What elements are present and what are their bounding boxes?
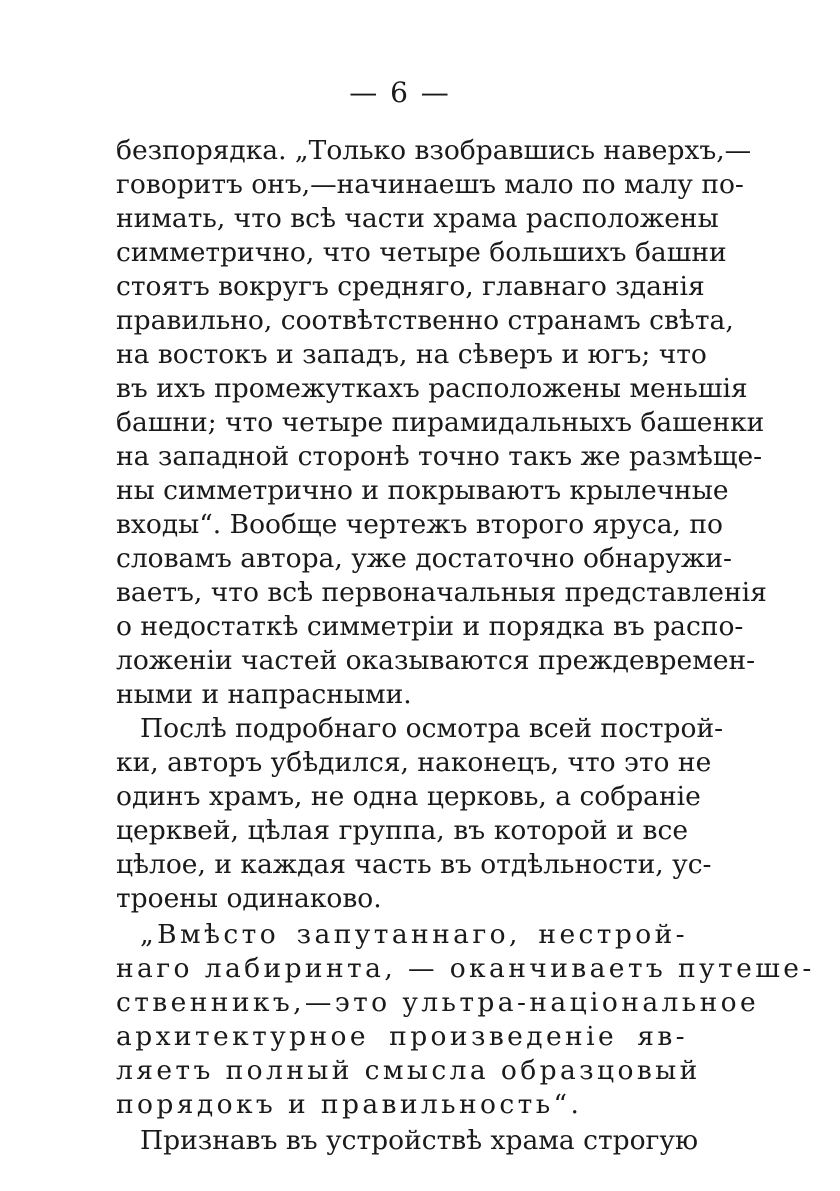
text-line: ственникъ,—это ультра-національное bbox=[116, 987, 760, 1018]
text-line: Послѣ подробнаго осмотра всей построй- bbox=[140, 713, 724, 744]
text-line: ными и напрасными. bbox=[116, 679, 412, 710]
text-line: стоятъ вокругъ средняго, главнаго зданія bbox=[116, 271, 705, 302]
text-line: башни; что четыре пирамидальныхъ башенки bbox=[116, 407, 765, 438]
text-line: нимать, что всѣ части храма расположены bbox=[116, 203, 719, 234]
text-line: архитектурное произведеніе яв- bbox=[116, 1021, 688, 1052]
text-line: „Вмѣсто запутаннаго, нестрой- bbox=[140, 919, 688, 950]
text-line: троены одинаково. bbox=[116, 883, 382, 914]
text-line: порядокъ и правильность“. bbox=[116, 1089, 583, 1120]
text-line: на востокъ и западъ, на сѣверъ и югъ; что bbox=[116, 339, 707, 370]
text-line: входы“. Вообще чертежъ второго яруса, по bbox=[116, 509, 723, 540]
text-line: ны симметрично и покрываютъ крылечные bbox=[116, 475, 729, 506]
text-line: симметрично, что четыре большихъ башни bbox=[116, 237, 727, 268]
text-line: церквей, цѣлая группа, въ которой и все bbox=[116, 815, 688, 846]
text-line: ваетъ, что всѣ первоначальныя представленія bbox=[116, 577, 767, 608]
text-line: на западной сторонѣ точно такъ же размѣще- bbox=[116, 441, 763, 472]
text-line: говоритъ онъ,—начинаешъ мало по малу по- bbox=[116, 169, 744, 200]
page-number: — 6 — bbox=[349, 76, 451, 109]
text-line: цѣлое, и каждая часть въ отдѣльности, ус- bbox=[116, 849, 712, 880]
text-line: Признавъ въ устройствѣ храма строгую bbox=[140, 1125, 699, 1156]
text-line: ложеніи частей оказываются преждевремен- bbox=[116, 645, 756, 676]
text-line: о недостаткѣ симметріи и порядка въ распо- bbox=[116, 611, 744, 642]
text-line: безпорядка. „Только взобравшись наверхъ,— bbox=[116, 135, 752, 166]
text-line: ляетъ полный смысла образцовый bbox=[116, 1055, 701, 1086]
text-line: словамъ автора, уже достаточно обнаружи- bbox=[116, 543, 732, 574]
text-line: наго лабиринта, — оканчиваетъ путеше- bbox=[116, 953, 815, 984]
text-line: одинъ храмъ, не одна церковь, а собраніе bbox=[116, 781, 701, 812]
text-line: правильно, соотвѣтственно странамъ свѣта, bbox=[116, 305, 734, 336]
text-line: ки, авторъ убѣдился, наконецъ, что это не bbox=[116, 747, 712, 778]
text-line: въ ихъ промежуткахъ расположены меньшія bbox=[116, 373, 748, 404]
